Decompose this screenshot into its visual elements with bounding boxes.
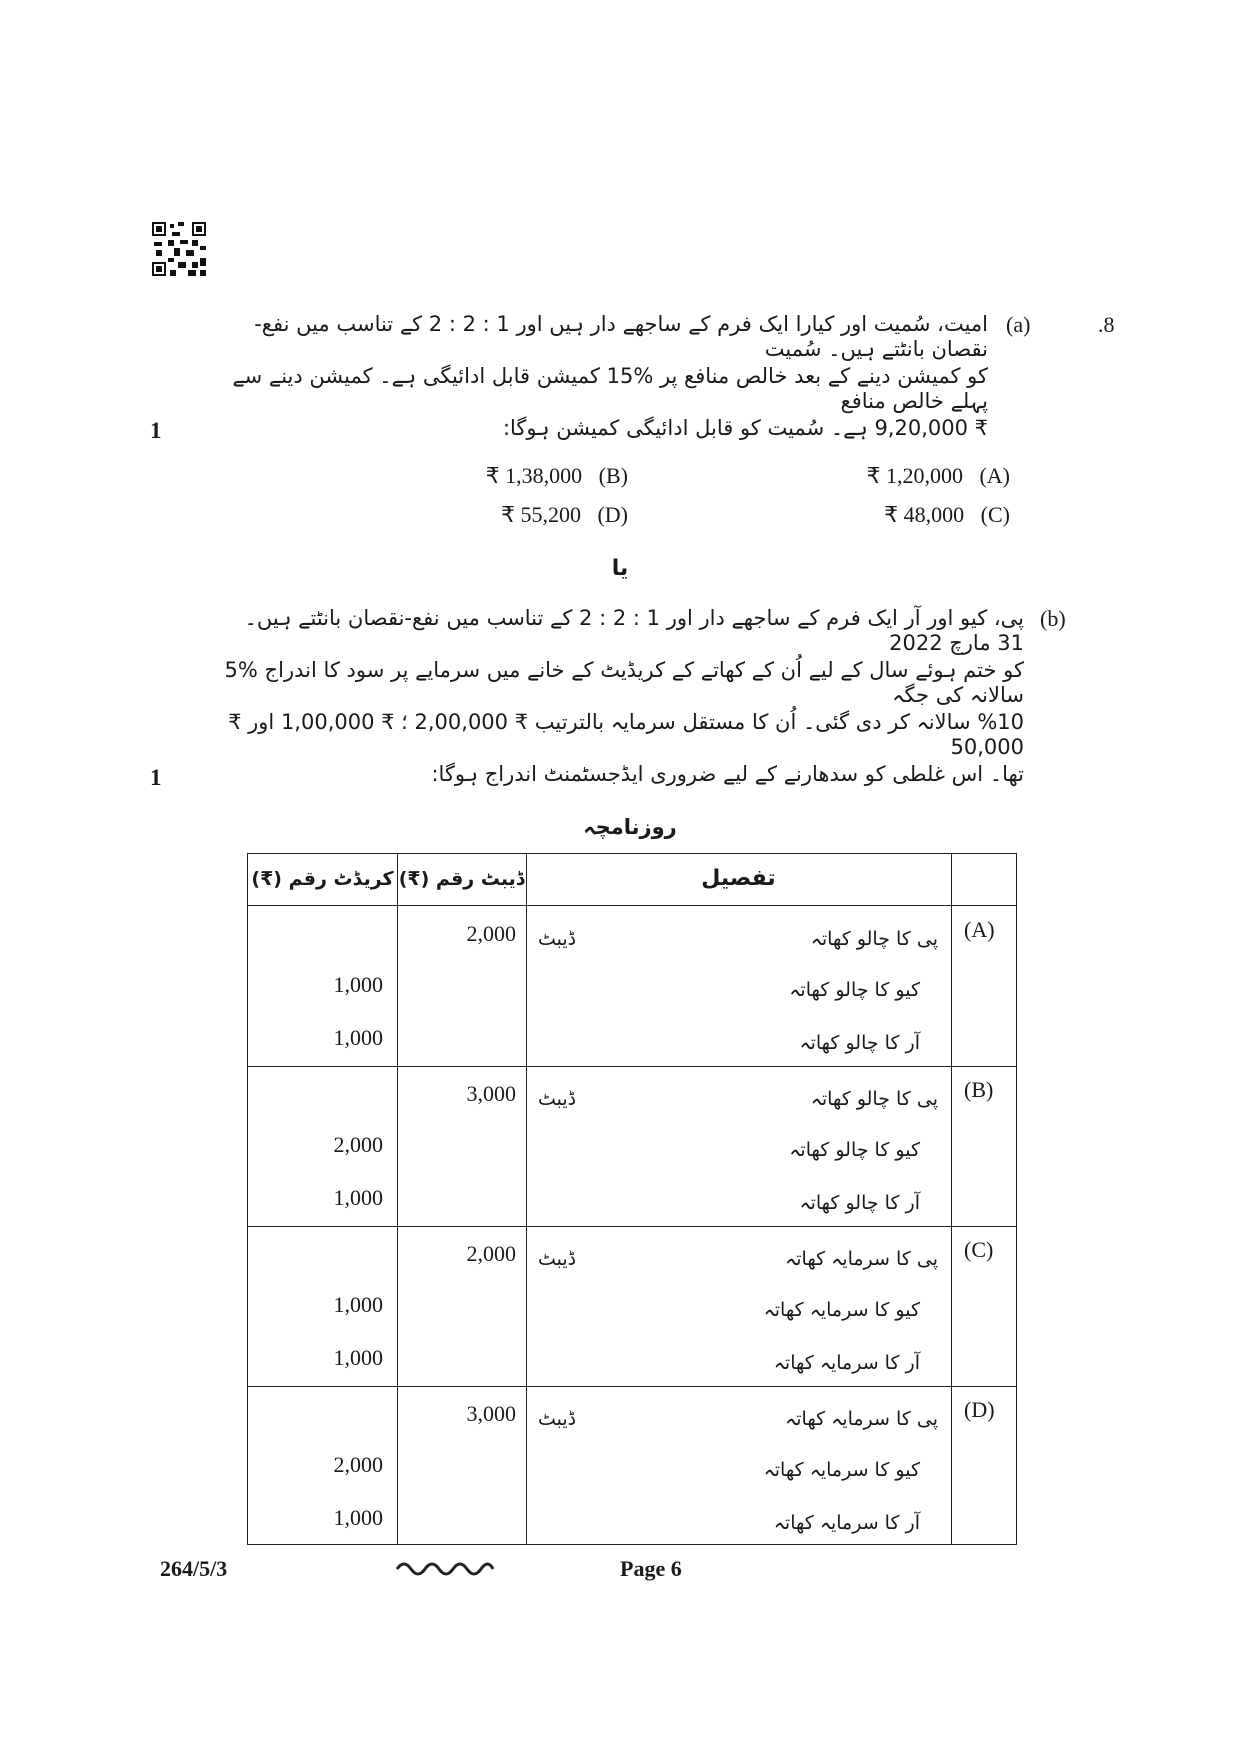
part-b-label: (b) (1040, 606, 1066, 631)
account-name: پی کا چالو کھاتہ (810, 928, 938, 950)
journal-title: روزنامچہ (583, 815, 677, 839)
option-a[interactable]: ₹ 1,20,000 (A) (866, 463, 1010, 488)
account-name: پی کا سرمایہ کھاتہ (785, 1248, 938, 1270)
credit-amount: 1,000 (333, 1025, 383, 1050)
credit-amount: 1,000 (333, 1345, 383, 1370)
or-separator: یا (611, 556, 629, 581)
entry-label: (C) (964, 1237, 994, 1262)
qr-code (152, 222, 206, 276)
account-name: پی کا سرمایہ کھاتہ (785, 1408, 938, 1430)
account-name: کیو کا چالو کھاتہ (789, 1139, 920, 1161)
account-name: کیو کا سرمایہ کھاتہ (763, 1299, 920, 1321)
part-b-marks: 1 (150, 765, 162, 790)
credit-amount: 1,000 (333, 1292, 383, 1317)
credit-amount: 1,000 (333, 1185, 383, 1210)
debit-marker: ڈیبٹ (538, 928, 577, 950)
debit-marker: ڈیبٹ (538, 1408, 577, 1430)
header-particulars: تفصیل (701, 866, 776, 891)
debit-marker: ڈیبٹ (538, 1088, 577, 1110)
part-b-line-1: پی، کیو اور آر ایک فرم کے ساجھے دار اور 1 : 2 : 2 کے تناسب میں نفع-نقصان بانٹتے ہیں۔ 31 مارچ 2022 (244, 606, 1024, 656)
part-a-marks: 1 (150, 418, 162, 443)
debit-amount: 3,000 (466, 1401, 516, 1426)
part-a-line-3: ₹ 9,20,000 ہے۔ سُمیت کو قابل ادائیگی کمیشن ہوگا: (502, 416, 988, 440)
debit-amount: 2,000 (466, 1241, 516, 1266)
journal-table (247, 853, 1017, 1545)
part-a-label: (a) (1006, 312, 1031, 337)
entry-label: (D) (964, 1397, 995, 1422)
entry-label: (B) (964, 1077, 994, 1102)
header-credit: کریڈٹ رقم (₹) (251, 868, 394, 890)
option-b[interactable]: ₹ 1,38,000 (B) (485, 463, 628, 488)
credit-amount: 2,000 (333, 1132, 383, 1157)
credit-amount: 1,000 (333, 1505, 383, 1530)
header-debit: ڈیبٹ رقم (₹) (398, 868, 525, 890)
account-name: کیو کا چالو کھاتہ (789, 979, 920, 1001)
question-number: .8 (1098, 312, 1115, 337)
paper-code: 264/5/3 (160, 1556, 228, 1581)
account-name: آر کا چالو کھاتہ (799, 1032, 920, 1054)
part-a-line-1: امیت، سُمیت اور کیارا ایک فرم کے ساجھے دار ہیں اور 1 : 2 : 2 کے تناسب میں نفع-نقصان بانٹتے ہیں۔ سُمیت (254, 312, 988, 362)
account-name: آر کا چالو کھاتہ (799, 1192, 920, 1214)
account-name: پی کا چالو کھاتہ (810, 1088, 938, 1110)
part-b-line-4: تھا۔ اس غلطی کو سدھارنے کے لیے ضروری ایڈجسٹمنٹ اندراج ہوگا: (431, 762, 1024, 786)
option-c[interactable]: ₹ 48,000 (C) (884, 502, 1010, 527)
debit-amount: 3,000 (466, 1081, 516, 1106)
part-a-line-2: کو کمیشن دینے کے بعد خالص منافع پر %15 کمیشن قابل ادائیگی ہے۔ کمیشن دینے سے پہلے خالص منافع (232, 364, 988, 414)
page-number: Page 6 (620, 1556, 682, 1581)
option-d[interactable]: ₹ 55,200 (D) (500, 502, 628, 527)
debit-amount: 2,000 (466, 921, 516, 946)
entry-label: (A) (964, 917, 995, 942)
credit-amount: 2,000 (333, 1452, 383, 1477)
account-name: آر کا سرمایہ کھاتہ (773, 1352, 920, 1374)
debit-marker: ڈیبٹ (538, 1248, 577, 1270)
account-name: آر کا سرمایہ کھاتہ (773, 1512, 920, 1534)
wave-ornament (395, 1557, 495, 1585)
part-b-line-2: کو ختم ہوئے سال کے لیے اُن کے کھاتے کے کریڈیٹ کے خانے میں سرمایے پر سود کا اندراج %5 سالانہ کی جگہ (224, 658, 1024, 708)
part-b-line-3: %10 سالانہ کر دی گئی۔ اُن کا مستقل سرمایہ بالترتیب ₹ 2,00,000 ؛ ₹ 1,00,000 اور ₹ 50,000 (228, 710, 1024, 760)
credit-amount: 1,000 (333, 972, 383, 997)
account-name: کیو کا سرمایہ کھاتہ (763, 1459, 920, 1481)
